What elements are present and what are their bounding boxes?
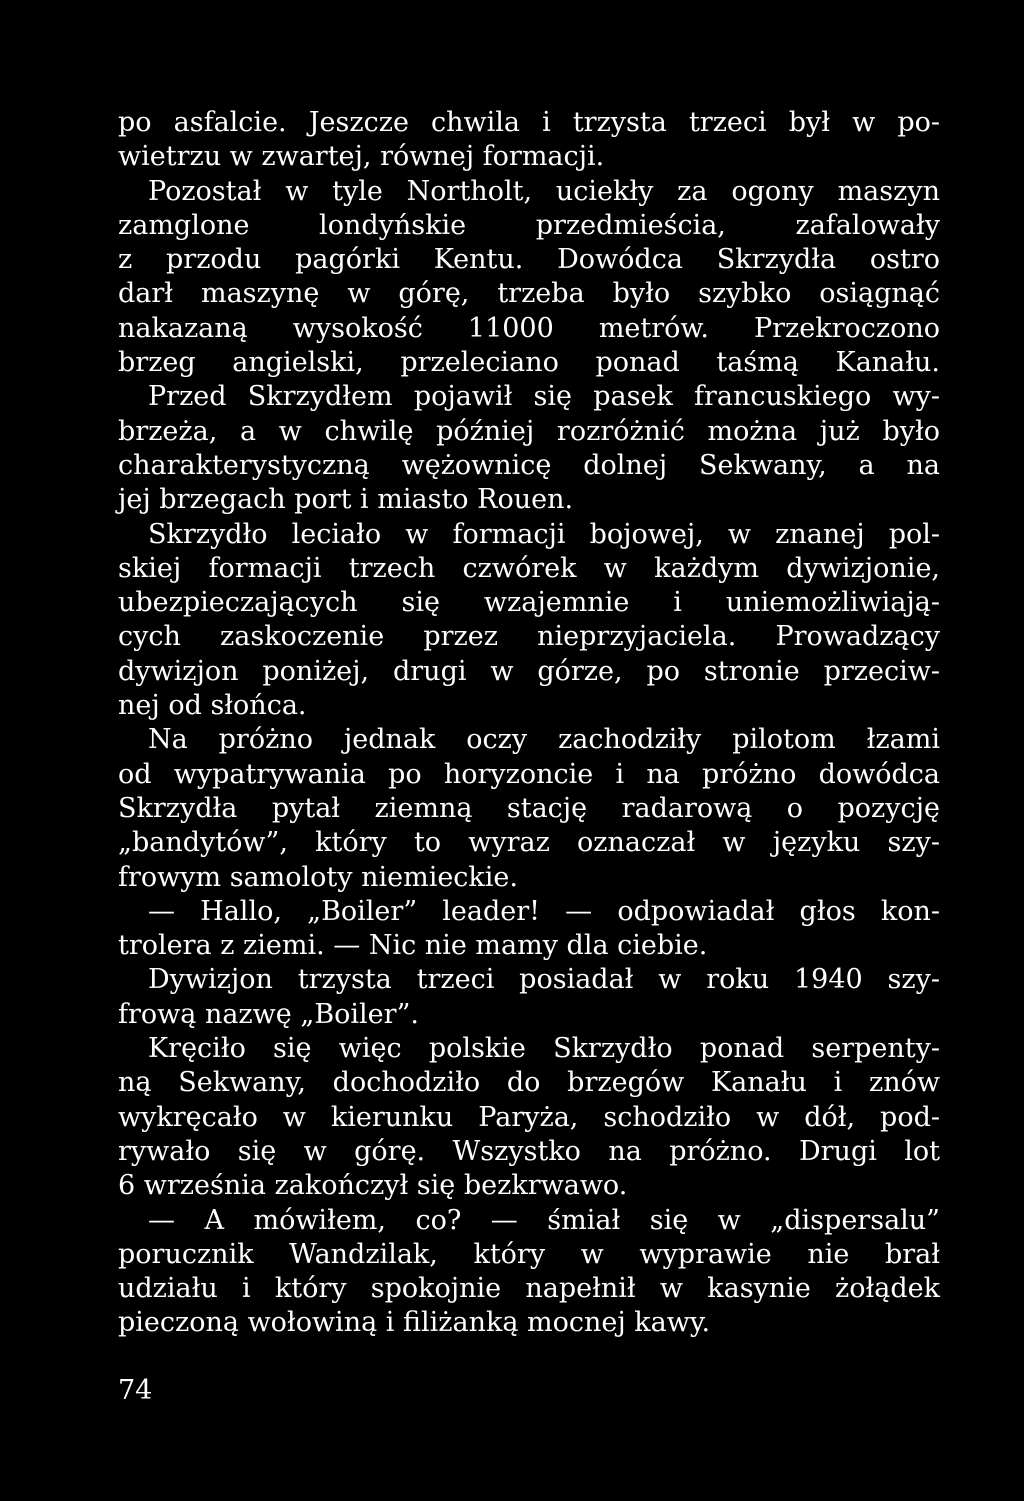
text-line: po asfalcie. Jeszcze chwila i trzysta trzeci był w po- xyxy=(118,107,940,138)
text-line: wietrzu w zwartej, równej formacji. xyxy=(118,141,605,173)
text-line: ną Sekwany, dochodziło do brzegów Kanału i znów xyxy=(118,1067,940,1099)
text-line: nej od słońca. xyxy=(118,690,307,722)
text-line: „bandytów”, który to wyraz oznaczał w języku szy- xyxy=(118,827,940,859)
text-line: Na próżno jednak oczy zachodziły pilotom łzami xyxy=(148,724,940,756)
text-line: brzeg angielski, przeleciano ponad taśmą Kanału. xyxy=(118,347,940,379)
text-line: nakazaną wysokość 11000 metrów. Przekroczono xyxy=(118,312,940,344)
page-number: 74 xyxy=(118,1375,153,1406)
text-line: Skrzydło leciało w formacji bojowej, w znanej pol- xyxy=(148,518,940,550)
text-line: 6 września zakończył się bezkrwawo. xyxy=(118,1170,628,1202)
text-line: Kręciło się więc polskie Skrzydło ponad serpenty- xyxy=(148,1033,940,1065)
text-line: — Hallo, „Boiler” leader! — odpowiadał głos kon- xyxy=(148,895,940,927)
text-line: skiej formacji trzech czwórek w każdym dywizjonie, xyxy=(118,552,940,584)
text-line: rywało się w górę. Wszystko na próżno. Drugi lot xyxy=(118,1135,940,1167)
text-line: cych zaskoczenie przez nieprzyjaciela. Prowadzący xyxy=(118,621,940,653)
text-line: dywizjon poniżej, drugi w górze, po stronie przeciw- xyxy=(118,655,940,687)
text-line: jej brzegach port i miasto Rouen. xyxy=(118,484,574,516)
text-line: wykręcało w kierunku Paryża, schodziło w dół, pod- xyxy=(118,1101,940,1133)
text-line: charakterystyczną wężownicę dolnej Sekwany, a na xyxy=(118,449,940,481)
text-line: Przed Skrzydłem pojawił się pasek francuskiego wy- xyxy=(148,381,940,413)
text-line: darł maszynę w górę, trzeba było szybko osiągnąć xyxy=(118,278,940,310)
text-line: trolera z ziemi. — Nic nie mamy dla ciebie. xyxy=(118,930,708,962)
text-line: Dywizjon trzysta trzeci posiadał w roku 1940 szy- xyxy=(148,964,940,996)
text-line: udziału i który spokojnie napełnił w kasynie żołądek xyxy=(118,1273,940,1305)
text-line: pieczoną wołowiną i filiżanką mocnej kawy. xyxy=(118,1307,711,1339)
text-line: frową nazwę „Boiler”. xyxy=(118,998,419,1030)
text-line: — A mówiłem, co? — śmiał się w „dispersalu” xyxy=(148,1204,940,1236)
text-line: brzeża, a w chwilę później rozróżnić można już było xyxy=(118,415,940,447)
text-line: frowym samoloty niemieckie. xyxy=(118,861,518,893)
text-line: zamglone londyńskie przedmieścia, zafalowały xyxy=(118,209,940,241)
text-line: Skrzydła pytał ziemną stację radarową o pozycję xyxy=(118,792,940,824)
book-page-text xyxy=(118,106,940,1341)
text-line: porucznik Wandzilak, który w wyprawie nie brał xyxy=(118,1238,940,1270)
text-line: od wypatrywania po horyzoncie i na próżno dowódca xyxy=(118,758,940,790)
text-line: Pozostał w tyle Northolt, uciekły za ogony maszyn xyxy=(148,175,940,207)
text-line: z przodu pagórki Kentu. Dowódca Skrzydła ostro xyxy=(118,244,940,276)
text-line: ubezpieczających się wzajemnie i uniemożliwiają- xyxy=(118,587,940,619)
